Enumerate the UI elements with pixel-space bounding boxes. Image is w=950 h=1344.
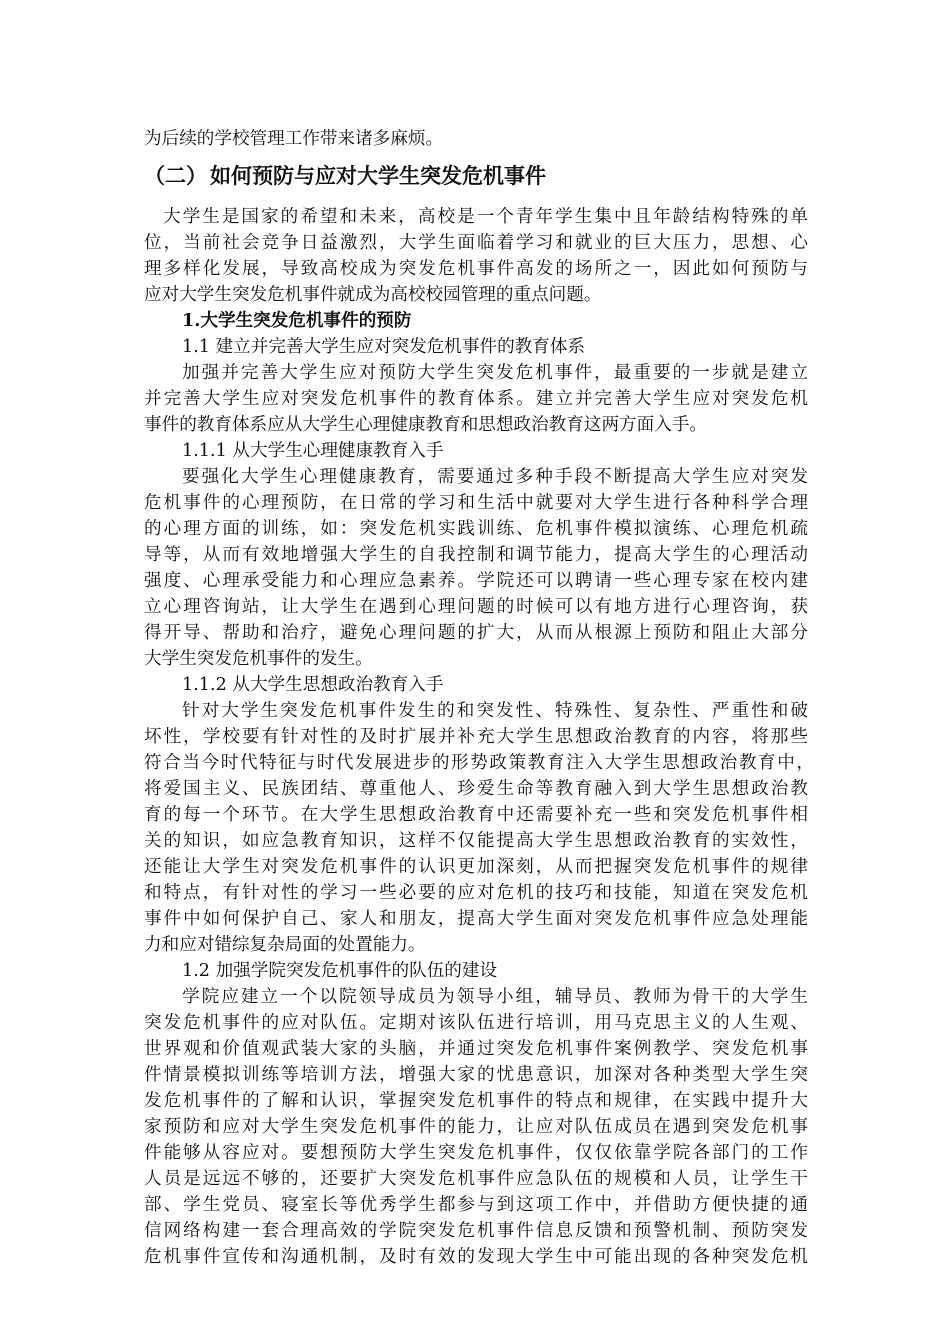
paragraph-line: 部、学生党员、寝室长等优秀学生都参与到这项工作中，并借助方便快捷的通 [144, 1195, 808, 1215]
paragraph-line: 加强并完善大学生应对预防大学生突发危机事件，最重要的一步就是建立 [182, 363, 808, 383]
paragraph-line: 要强化大学生心理健康教育，需要通过多种手段不断提高大学生应对突发 [182, 467, 808, 487]
paragraph-line: 将爱国主义、民族团结、尊重他人、珍爱生命等教育融入到大学生思想政治教 [144, 779, 808, 799]
paragraph-line: 发危机事件的了解和认识，掌握突发危机事件的特点和规律，在实践中提升大 [144, 1091, 808, 1111]
paragraph-line: 件能够从容应对。要想预防大学生突发危机事件，仅仅依靠学院各部门的工作 [144, 1143, 808, 1163]
subheading-1: 1.大学生突发危机事件的预防 [182, 310, 412, 331]
subheading-1-1: 1.1 建立并完善大学生应对突发危机事件的教育体系 [182, 337, 586, 357]
section-heading [144, 162, 546, 190]
paragraph-line: 大学生突发危机事件的发生。 [144, 649, 373, 669]
paragraph-line: 家预防和应对大学生突发危机事件的能力，让应对队伍成员在遇到突发危机事 [144, 1117, 808, 1137]
paragraph-line: 突发危机事件的应对队伍。定期对该队伍进行培训，用马克思主义的人生观、 [144, 1013, 808, 1033]
paragraph-line: 符合当今时代特征与时代发展进步的形势政策教育注入大学生思想政治教育中， [144, 753, 814, 773]
paragraph-line: 和特点，有针对性的学习一些必要的应对危机的技巧和技能，知道在突发危机 [144, 883, 808, 903]
paragraph-line: 危机事件宣传和沟通机制，及时有效的发现大学生中可能出现的各种突发危机 [144, 1247, 808, 1267]
paragraph-line: 关的知识，如应急教育知识，这样不仅能提高大学生思想政治教育的实效性， [144, 831, 808, 851]
paragraph-line: 坏性，学校要有针对性的及时扩展并补充大学生思想政治教育的内容，将那些 [144, 727, 808, 747]
paragraph-line: 件情景模拟训练等培训方法，增强大家的忧患意识，加深对各种类型大学生突 [144, 1065, 808, 1085]
paragraph-line: 育的每一个环节。在大学生思想政治教育中还需要补充一些和突发危机事件相 [144, 805, 808, 825]
lead-line: 为后续的学校管理工作带来诸多麻烦。 [144, 129, 444, 149]
paragraph-line: 应对大学生突发危机事件就成为高校校园管理的重点问题。 [144, 285, 602, 305]
paragraph-line: 学院应建立一个以院领导成员为领导小组，辅导员、教师为骨干的大学生 [182, 987, 808, 1007]
paragraph-line: 人员是远远不够的，还要扩大突发危机事件应急队伍的规模和人员，让学生干 [144, 1169, 808, 1189]
paragraph-line: 信网络构建一套合理高效的学院突发危机事件信息反馈和预警机制、预防突发 [144, 1221, 808, 1241]
paragraph-line: 力和应对错综复杂局面的处置能力。 [144, 935, 426, 955]
section-heading-title: 如何预防与应对大学生突发危机事件 [210, 164, 546, 188]
paragraph-line: 强度、心理承受能力和心理应急素养。学院还可以聘请一些心理专家在校内建 [144, 571, 808, 591]
paragraph-line: 世界观和价值观武装大家的头脑，并通过突发危机事件案例教学、突发危机事 [144, 1039, 808, 1059]
paragraph-line: 危机事件的心理预防，在日常的学习和生活中就要对大学生进行各种科学合理 [144, 493, 808, 513]
paragraph-line: 位，当前社会竞争日益激烈，大学生面临着学习和就业的巨大压力，思想、心 [144, 233, 808, 253]
paragraph-line: 得开导、帮助和治疗，避免心理问题的扩大，从而从根源上预防和阻止大部分 [144, 623, 808, 643]
subheading-1-1-2: 1.1.2 从大学生思想政治教育入手 [182, 675, 444, 695]
paragraph-line: 立心理咨询站，让大学生在遇到心理问题的时候可以有地方进行心理咨询，获 [144, 597, 808, 617]
paragraph-line: 大学生是国家的希望和未来，高校是一个青年学生集中且年龄结构特殊的单 [163, 207, 808, 227]
subheading-1-1-1: 1.1.1 从大学生心理健康教育入手 [182, 441, 444, 461]
paragraph-line: 还能让大学生对突发危机事件的认识更加深刻，从而把握突发危机事件的规律 [144, 857, 808, 877]
subheading-1-2: 1.2 加强学院突发危机事件的队伍的建设 [182, 961, 498, 981]
paragraph-line: 针对大学生突发危机事件发生的和突发性、特殊性、复杂性、严重性和破 [182, 701, 808, 721]
section-heading-number: （二） [144, 164, 207, 188]
paragraph-line: 理多样化发展，导致高校成为突发危机事件高发的场所之一，因此如何预防与 [144, 259, 808, 279]
paragraph-line: 并完善大学生应对突发危机事件的教育体系。建立并完善大学生应对突发危机 [144, 389, 808, 409]
paragraph-line: 的心理方面的训练，如：突发危机实践训练、危机事件模拟演练、心理危机疏 [144, 519, 808, 539]
paragraph-line: 事件中如何保护自己、家人和朋友，提高大学生面对突发危机事件应急处理能 [144, 909, 808, 929]
paragraph-line: 事件的教育体系应从大学生心理健康教育和思想政治教育这两方面入手。 [144, 415, 708, 435]
paragraph-line: 导等，从而有效地增强大学生的自我控制和调节能力，提高大学生的心理活动 [144, 545, 808, 565]
